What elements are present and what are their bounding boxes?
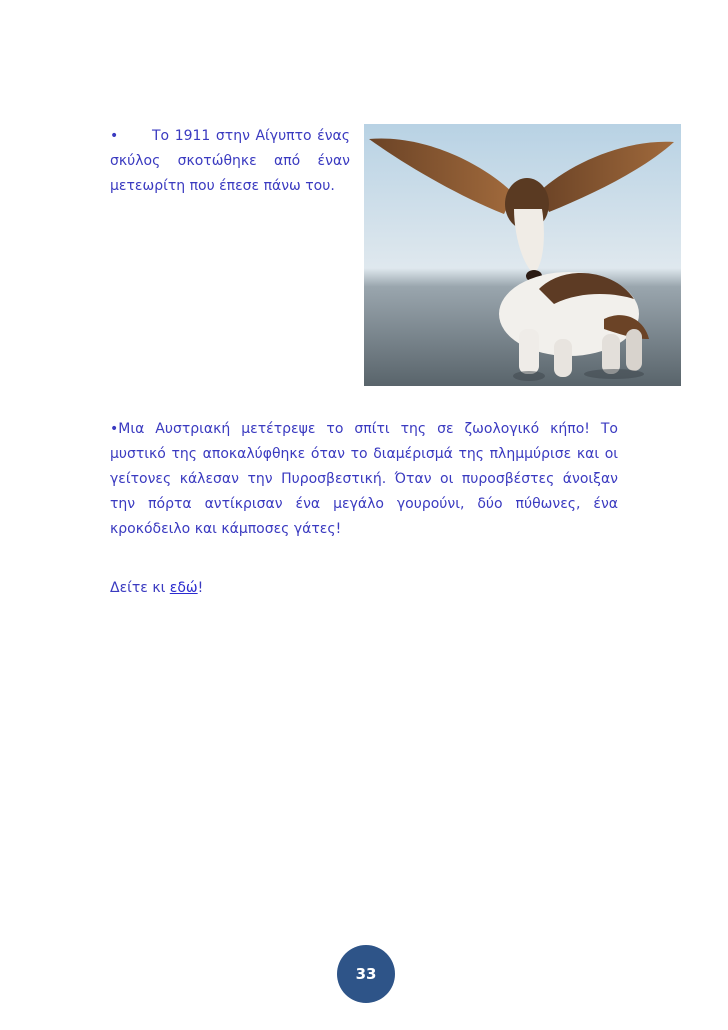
bullet: • xyxy=(110,421,119,437)
see-also-line xyxy=(110,576,410,601)
see-also-prefix: Δείτε κι xyxy=(110,580,170,596)
paragraph-text: Μια Αυστριακή μετέτρεψε το σπίτι της σε ζωολογικό κήπο! Το μυστικό της αποκαλύφθηκε όταν το διαμέρισμά της πλημμύρισε και οι γείτονες κάλεσαν την Πυροσβεστική. Όταν οι πυροσβέστες άνοιξαν την πόρτα αντίκρισαν ένα μεγάλο γουρούνι, δύο πύθωνες, ένα κροκόδειλο και κάμποσες γάτες! xyxy=(110,421,618,537)
dog-flying-ears-image xyxy=(364,124,681,386)
see-also-suffix: ! xyxy=(197,580,204,596)
basset-hound-photo xyxy=(364,124,681,386)
page-number-badge: 33 xyxy=(337,945,395,1003)
paragraph-austrian-zoo xyxy=(110,417,618,542)
paragraph-meteorite-dog xyxy=(110,124,350,199)
paragraph-text: Το 1911 στην Αίγυπτο ένας σκύλος σκοτώθηκε από έναν μετεωρίτη που έπεσε πάνω του. xyxy=(110,128,350,194)
see-also-link[interactable]: εδώ xyxy=(169,580,198,596)
bullet: • xyxy=(110,128,119,144)
